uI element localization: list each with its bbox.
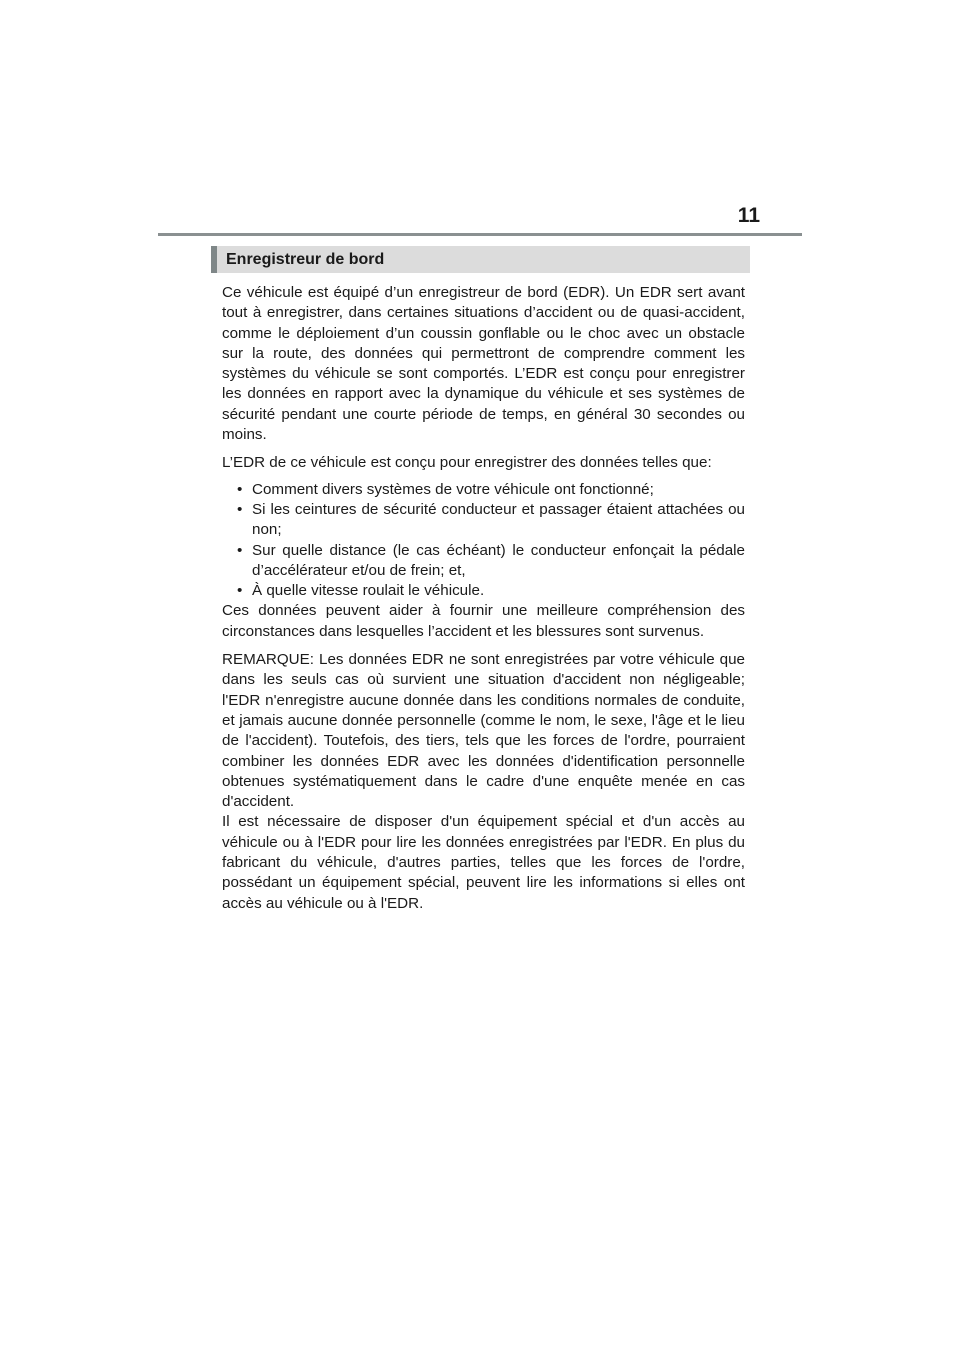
list-intro: L’EDR de ce véhicule est conçu pour enregistrer des données telles que: [222, 454, 712, 472]
list-item: • Sur quelle distance (le cas échéant) le conducteur enfonçait la pédale d’accélérateur et/ou de frein; et, [222, 541, 745, 582]
remark-paragraph: REMARQUE: Les données EDR ne sont enregistrées par votre véhicule que dans les seuls cas où survient une situation d'accident non négligeable; l'EDR n'enregistre aucune donnée dans les conditions normales de conduite, et jamais aucune donnée personnelle (comme le nom, le sexe, l'âge et le lieu de l'accident). Toutefois, des tiers, tels que les forces de l'ordre, pourraient combiner les données EDR avec les données d'identification personnelle obtenues systématiquement dans le cadre d'une enquête menée en cas d'accident. [222, 651, 745, 811]
page-number: 11 [737, 204, 760, 227]
body-content [222, 283, 745, 914]
access-paragraph: Il est nécessaire de disposer d'un équipement spécial et d'un accès au véhicule ou à l'EDR pour lire les données enregistrées par l'EDR. En plus du fabricant du véhicule, d'autres parties, telles que les forces de l'ordre, possédant un équipement spécial, peuvent lire les informations si elles ont accès au véhicule ou à l'EDR. [222, 813, 745, 912]
top-rule [158, 233, 802, 236]
after-list-paragraph: Ces données peuvent aider à fournir une meilleure compréhension des circonstances dans lesquelles l’accident et les blessures sont survenus. [222, 602, 745, 640]
intro-paragraph: Ce véhicule est équipé d’un enregistreur de bord (EDR). Un EDR sert avant tout à enregistrer, dans certaines situations d’accident ou de quasi-accident, comme le déploiement d’un coussin gonflable ou le choc avec un obstacle sur la route, des données qui permettront de comprendre comment les systèmes du véhicule se sont comportés. L’EDR est conçu pour enregistrer les données en rapport avec la dynamique du véhicule et ses systèmes de sécurité pendant une courte période de temps, en général 30 secondes ou moins. [222, 284, 745, 444]
list-item: • Comment divers systèmes de votre véhicule ont fonctionné; [222, 480, 745, 500]
data-list [222, 480, 745, 602]
list-item: • Si les ceintures de sécurité conducteur et passager étaient attachées ou non; [222, 500, 745, 541]
section-header [211, 246, 750, 273]
section-title: Enregistreur de bord [226, 251, 385, 268]
list-item: • À quelle vitesse roulait le véhicule. [222, 581, 745, 601]
